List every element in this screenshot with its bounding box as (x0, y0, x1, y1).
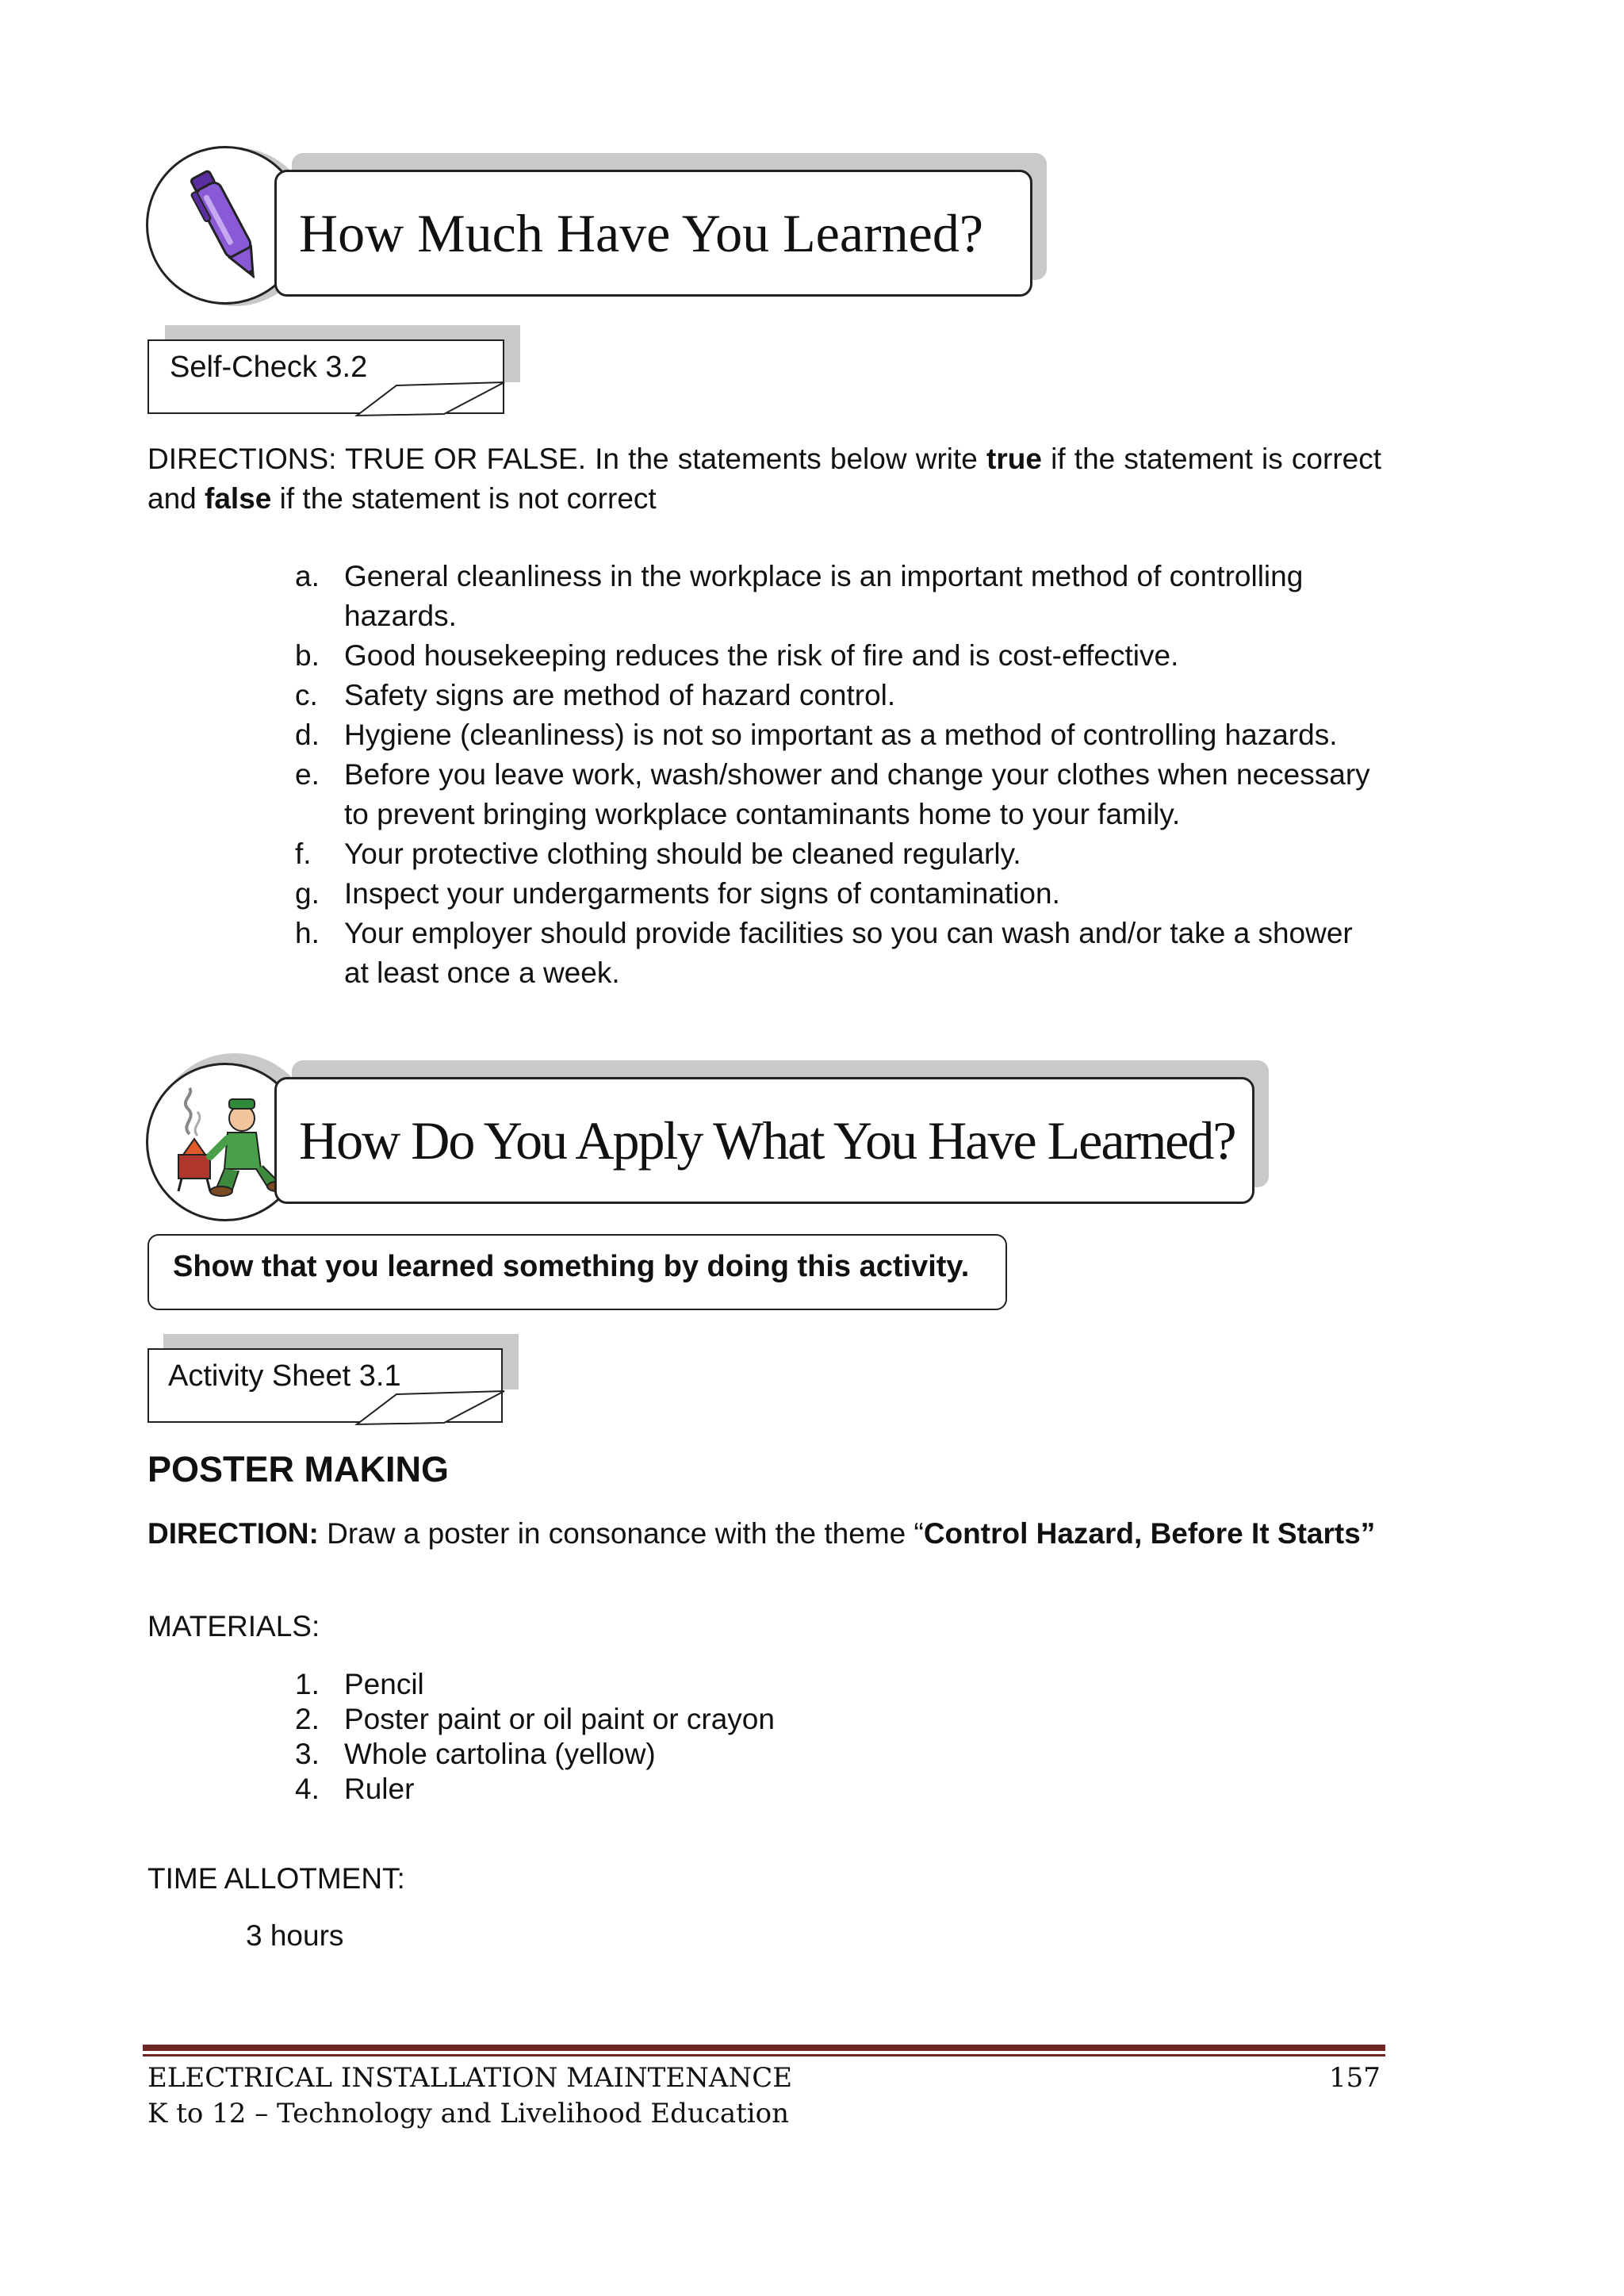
list-text: Good housekeeping reduces the risk of fire and is cost-effective. (344, 639, 1179, 672)
worker-welding-icon (166, 1087, 285, 1198)
activity-direction (147, 1514, 1381, 1554)
selfcheck-label: Self-Check 3.2 (147, 339, 504, 414)
time-allotment-label: TIME ALLOTMENT: (147, 1862, 405, 1895)
direction-label: DIRECTION: (147, 1517, 319, 1550)
materials-label: MATERIALS: (147, 1610, 320, 1642)
list-text: General cleanliness in the workplace is an important method of controlling hazards. (344, 560, 1304, 632)
direction-theme: Control Hazard, Before It Starts” (923, 1517, 1376, 1550)
list-text: Poster paint or oil paint or crayon (344, 1703, 775, 1735)
list-text: Inspect your undergarments for signs of contamination. (344, 877, 1060, 910)
list-marker: 4. (295, 1773, 320, 1805)
list-marker: f. (295, 838, 312, 870)
list-text: Ruler (344, 1773, 415, 1805)
list-marker: a. (295, 560, 320, 592)
activity-heading: POSTER MAKING (147, 1449, 450, 1489)
list-marker: 2. (295, 1703, 320, 1735)
list-marker: 1. (295, 1668, 320, 1700)
list-marker: 3. (295, 1738, 320, 1770)
list-text: Before you leave work, wash/shower and change your clothes when necessary to prevent bringing workplace contaminants home to your family. (344, 758, 1370, 830)
list-marker: h. (295, 917, 320, 949)
list-text: Your protective clothing should be cleaned regularly. (344, 838, 1021, 870)
list-text: Your employer should provide facilities so you can wash and/or take a shower at least once a week. (344, 917, 1353, 989)
section2-title: How Do You Apply What You Have Learned? (274, 1077, 1254, 1204)
directions-lead: DIRECTIONS: TRUE OR FALSE. In the statements below write (147, 443, 987, 475)
directions-end: if the statement is not correct (271, 482, 657, 515)
footer-rule-thin (143, 2054, 1385, 2056)
footer-rule (143, 2045, 1385, 2051)
list-text: Pencil (344, 1668, 424, 1700)
list-marker: c. (295, 679, 318, 711)
tag-page-curl (349, 381, 508, 417)
list-text: Whole cartolina (yellow) (344, 1738, 656, 1770)
list-text: Hygiene (cleanliness) is not so important as a method of controlling hazards. (344, 719, 1338, 751)
time-allotment-value: 3 hours (246, 1919, 344, 1952)
directions-middle: if the statement is correct and (147, 443, 1381, 515)
list-marker: d. (295, 719, 320, 751)
activity-label: Activity Sheet 3.1 (147, 1348, 503, 1423)
footer-course-title: ELECTRICAL INSTALLATION MAINTENANCE (147, 2062, 793, 2094)
page-number: 157 (1329, 2062, 1381, 2094)
tag-page-curl (349, 1389, 508, 1426)
direction-text: Draw a poster in consonance with the theme “ (318, 1517, 924, 1550)
footer-program: K to 12 – Technology and Livelihood Education (147, 2098, 789, 2129)
list-marker: g. (295, 877, 320, 910)
pen-icon (178, 158, 273, 293)
list-text: Safety signs are method of hazard control. (344, 679, 896, 711)
list-marker: b. (295, 639, 320, 672)
selfcheck-directions (147, 439, 1381, 519)
section1-title: How Much Have You Learned? (274, 170, 1032, 297)
directions-false-word: false (205, 482, 272, 515)
list-marker: e. (295, 758, 320, 791)
activity-note: Show that you learned something by doing this activity. (147, 1234, 1007, 1310)
directions-true-word: true (986, 443, 1042, 475)
